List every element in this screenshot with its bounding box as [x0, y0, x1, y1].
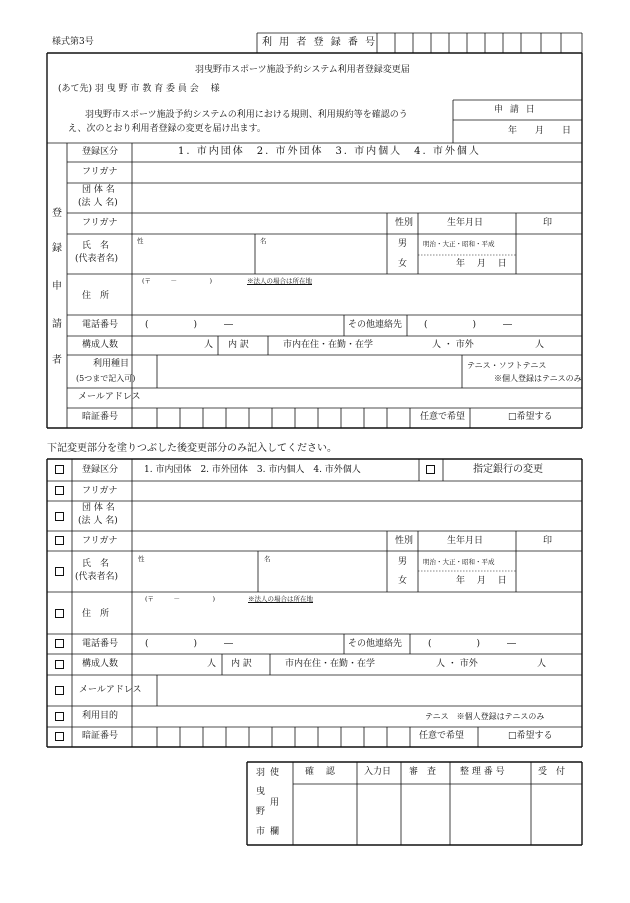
postal-note: ※法人の場合は所在地 — [248, 595, 313, 603]
office-side-char: 羽 — [256, 768, 266, 778]
side-label-char: 登 — [52, 208, 62, 219]
postal-code[interactable]: (〒 － ) — [145, 595, 216, 603]
change-checkbox[interactable] — [55, 660, 64, 669]
nonresident-label: 人 ・ 市外 — [436, 659, 478, 669]
female-option[interactable]: 女 — [398, 576, 408, 586]
furigana-label: フリガナ — [82, 218, 118, 228]
gender-label: 性別 — [395, 536, 414, 546]
surname-label: 性 — [137, 237, 144, 245]
change-checkbox[interactable] — [55, 686, 64, 695]
era-options[interactable]: 明治・大正・昭和・平成 — [423, 558, 495, 566]
receipt-header: 受 付 — [538, 767, 566, 777]
male-option[interactable]: 男 — [398, 557, 408, 567]
form-number: 様式第3号 — [52, 37, 94, 47]
side-label-char: 者 — [52, 355, 62, 366]
office-side-char: 市 — [256, 827, 266, 837]
furigana-label: フリガナ — [82, 486, 118, 496]
addressee: (あて先) 羽 曳 野 市 教 育 委 員 会 様 — [58, 84, 220, 94]
postal-code[interactable]: (〒 － ) — [142, 277, 213, 285]
members-label: 構成人数 — [82, 659, 119, 669]
nonresident-unit: 人 — [537, 659, 547, 669]
change-checkbox[interactable] — [55, 712, 64, 721]
representative-label: (代表者名) — [75, 572, 119, 582]
phone-label: 電話番号 — [82, 320, 119, 330]
declaration-line-2: え、次のとおり利用者登録の変更を届け出ます。 — [68, 124, 266, 134]
email-label: メールアドレス — [78, 392, 141, 402]
address-label: 住 所 — [82, 609, 110, 619]
group-name-label: 団 体 名 — [82, 185, 115, 195]
change-checkbox[interactable] — [55, 512, 64, 521]
resident-label: 市内在住・在勤・在学 — [285, 659, 376, 669]
era-options[interactable]: 明治・大正・昭和・平成 — [423, 240, 495, 248]
change-checkbox[interactable] — [55, 486, 64, 495]
reg-category-options[interactable]: 1. 市内団体 2. 市外団体 3. 市内個人 4. 市外個人 — [144, 465, 361, 475]
surname-label: 性 — [138, 555, 145, 563]
address-label: 住 所 — [82, 291, 110, 301]
birthdate-label: 生年月日 — [447, 218, 484, 228]
tennis-note: テニス ※個人登録はテニスのみ — [425, 712, 545, 721]
apply-date-value[interactable]: 年 月 日 — [508, 126, 572, 136]
reg-category-options[interactable]: 1. 市内団体 2. 市外団体 3. 市内個人 4. 市外個人 — [178, 146, 481, 157]
corporate-name-label: (法 人 名) — [78, 198, 118, 208]
office-side-char: 野 — [256, 807, 266, 817]
side-label-char: 請 — [52, 319, 62, 330]
bank-change-checkbox[interactable] — [426, 465, 435, 474]
breakdown-label: 内 訳 — [228, 340, 249, 350]
change-checkbox[interactable] — [55, 609, 64, 618]
reg-category-label: 登録区分 — [82, 147, 119, 157]
form-title: 羽曳野市スポーツ施設予約システム利用者登録変更届 — [195, 65, 410, 75]
review-header: 審 査 — [409, 767, 437, 777]
male-option[interactable]: 男 — [398, 239, 408, 249]
nonresident-unit: 人 — [535, 340, 545, 350]
apply-date-label: 申 請 日 — [494, 105, 537, 115]
group-name-label: 団 体 名 — [82, 503, 115, 513]
furigana-label: フリガナ — [82, 536, 118, 546]
optional-label: 任意で希望 — [420, 412, 466, 422]
phone-field[interactable]: ( ) ― — [145, 320, 234, 330]
change-checkbox[interactable] — [55, 732, 64, 741]
female-option[interactable]: 女 — [398, 259, 408, 269]
seal-label: 印 — [543, 536, 553, 546]
side-label-char: 申 — [52, 281, 62, 292]
representative-label: (代表者名) — [75, 254, 119, 264]
other-contact-label: その他連絡先 — [348, 320, 403, 330]
breakdown-label: 内 訳 — [231, 659, 252, 669]
name-label: 氏 名 — [82, 241, 110, 251]
entry-date-header: 入力日 — [364, 767, 392, 777]
wish-checkbox[interactable]: □希望する — [508, 731, 553, 741]
phone-field[interactable]: ( ) ― — [145, 639, 234, 649]
phone-label: 電話番号 — [82, 639, 119, 649]
change-checkbox[interactable] — [55, 536, 64, 545]
corporate-name-label: (法 人 名) — [78, 516, 118, 526]
office-side-char: 欄 — [270, 827, 280, 837]
pin-label: 暗証番号 — [82, 731, 119, 741]
tennis-individual-note: ※個人登録はテニスのみ — [494, 374, 582, 383]
purpose-label: 利用目的 — [82, 711, 119, 721]
email-label: メールアドレス — [79, 685, 142, 695]
wish-checkbox[interactable]: □希望する — [508, 412, 553, 422]
seal-label: 印 — [543, 218, 553, 228]
office-side-char: 曳 — [256, 787, 266, 797]
bank-change-label: 指定銀行の変更 — [473, 464, 543, 475]
change-checkbox[interactable] — [55, 465, 64, 474]
tennis-note: テニス・ソフトテニス — [467, 361, 547, 370]
usage-type-label: 利用種目 — [93, 359, 130, 369]
members-label: 構成人数 — [82, 340, 119, 350]
office-side-char: 用 — [270, 798, 280, 808]
other-contact-field[interactable]: ( ) ― — [424, 320, 513, 330]
resident-label: 市内在住・在勤・在学 — [283, 340, 374, 350]
declaration-line-1: 羽曳野市スポーツ施設予約システムの利用における規則、利用規約等を確認のう — [85, 110, 408, 120]
gender-label: 性別 — [395, 218, 414, 228]
given-name-label: 名 — [264, 555, 271, 563]
optional-label: 任意で希望 — [419, 731, 465, 741]
instruction: 下記変更部分を塗りつぶした後変更部分のみ記入してください。 — [47, 443, 337, 454]
name-label: 氏 名 — [82, 559, 110, 569]
birthdate-ymd: 年 月 日 — [456, 576, 507, 586]
side-label-char: 録 — [52, 243, 62, 254]
other-contact-label: その他連絡先 — [348, 639, 403, 649]
postal-note: ※法人の場合は所在地 — [247, 277, 312, 285]
usage-type-note: (5つまで記入可) — [76, 374, 136, 383]
members-unit: 人 — [204, 340, 214, 350]
change-checkbox[interactable] — [55, 639, 64, 648]
members-unit: 人 — [207, 659, 217, 669]
other-contact-field[interactable]: ( ) ― — [428, 639, 517, 649]
user-registration-number-label: 利 用 者 登 録 番 号 — [262, 37, 378, 48]
reg-category-label: 登録区分 — [82, 465, 119, 475]
given-name-label: 名 — [260, 237, 267, 245]
nonresident-label: 人 ・ 市外 — [432, 340, 474, 350]
ref-number-header: 整 理 番 号 — [460, 767, 505, 777]
pin-label: 暗証番号 — [82, 412, 119, 422]
change-checkbox[interactable] — [55, 567, 64, 576]
furigana-label: フリガナ — [82, 167, 118, 177]
office-side-char: 使 — [270, 768, 280, 778]
birthdate-label: 生年月日 — [447, 536, 484, 546]
confirm-header: 確 認 — [305, 767, 335, 777]
birthdate-ymd: 年 月 日 — [456, 259, 507, 269]
